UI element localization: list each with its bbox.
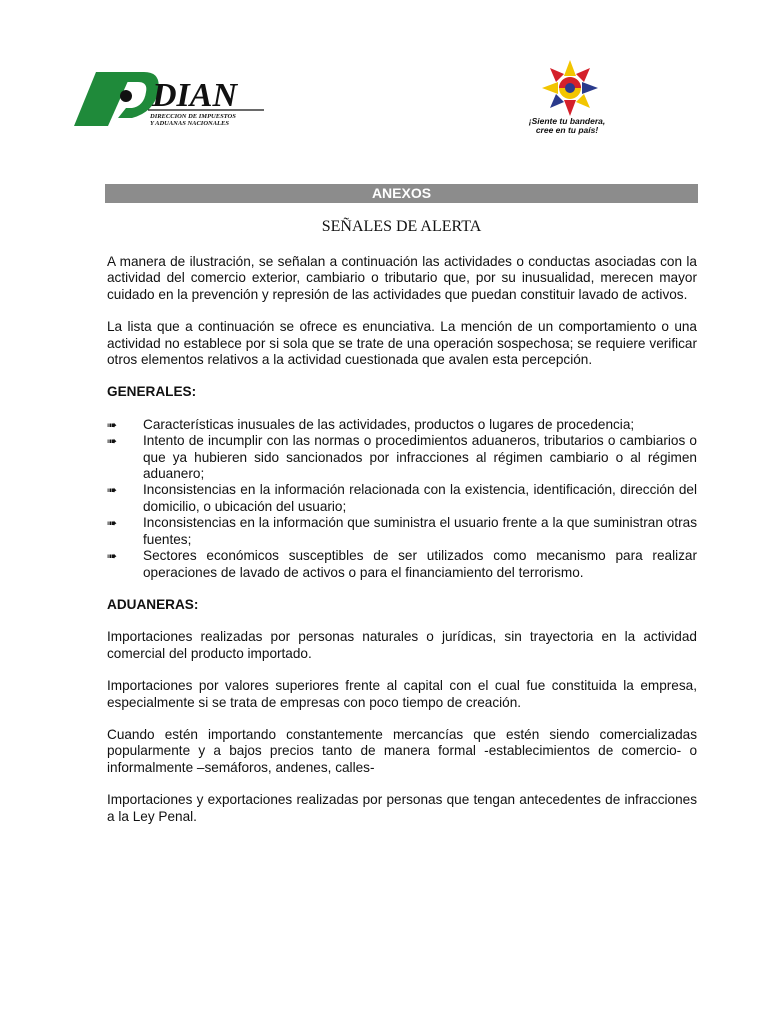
aduaneras-heading: ADUANERAS: — [107, 596, 199, 612]
dian-logo — [74, 68, 274, 130]
document-title: SEÑALES DE ALERTA — [321, 218, 482, 235]
flag-logo-slogan-line-2: cree en tu país! — [535, 125, 599, 135]
generales-heading: GENERALES: — [107, 384, 197, 400]
dian-logo-subline-2: Y ADUANAS NACIONALES — [150, 120, 229, 127]
aduaneras-paragraph-2: Importaciones por valores superiores frente al capital con el cual fue constituida la empresa, especialmente si se trata de empresas con poco tiempo de creación. — [107, 678, 697, 710]
list-item — [107, 515, 697, 548]
generales-item-4: Inconsistencias en la información que suministra el usuario frente a la que suministran otras fuentes; — [143, 515, 697, 547]
aduaneras-paragraph-3-part-1: Cuando estén importando constantemente mercancías que estén siendo comercializadas popularmente y a bajos precios tanto de manera formal — [107, 726, 697, 759]
arrow-bullet-icon: ➠ — [107, 417, 118, 432]
intro-paragraph-1: A manera de ilustración, se señalan a continuación las actividades o conductas asociadas con la actividad del comercio exterior, cambiario o tributario que, por su inusualidad, merecen mayor cuidado en la prevención y represión de las actividades que puedan constituir lavado de activos. — [107, 254, 697, 302]
arrow-bullet-icon: ➠ — [107, 549, 118, 564]
arrow-bullet-icon: ➠ — [107, 434, 118, 449]
generales-item-5: Sectores económicos susceptibles de ser utilizados como mecanismo para realizar operaciones de lavado de activos o para el financiamiento del terrorismo. — [143, 548, 697, 580]
list-item — [107, 417, 697, 433]
list-item — [107, 482, 697, 515]
generales-item-3: Inconsistencias en la información relacionada con la existencia, identificación, dirección del domicilio, o ubicación del usuario; — [143, 482, 697, 514]
aduaneras-paragraph-3 — [107, 727, 697, 776]
dian-logo-name: DIAN — [152, 77, 238, 114]
aduaneras-paragraph-4: Importaciones y exportaciones realizadas por personas que tengan antecedentes de infracciones a la Ley Penal. — [107, 792, 697, 824]
aduaneras-paragraph-1: Importaciones realizadas por personas naturales o jurídicas, sin trayectoria en la actividad comercial del producto importado. — [107, 629, 697, 661]
anexos-section-bar: ANEXOS — [105, 184, 698, 203]
generales-item-2: Intento de incumplir con las normas o procedimientos aduaneros, tributarios o cambiarios o que ya hubieren sido sancionados por infracciones al régimen cambiario o al régimen aduanero; — [143, 433, 697, 482]
list-item — [107, 433, 697, 482]
flag-logo-slogan-line-1: ¡Siente tu bandera, — [528, 116, 606, 126]
arrow-bullet-icon: ➠ — [107, 516, 118, 531]
generales-item-1: Características inusuales de las actividades, productos o lugares de procedencia; — [143, 416, 635, 432]
document-body — [107, 254, 697, 841]
aduaneras-paragraph-3-part-2: -establecimientos de comercio- o informalmente –semáforos, andenes, calles- — [107, 743, 698, 775]
flag-logo-slogan — [506, 117, 628, 135]
intro-paragraph-2: La lista que a continuación se ofrece es enunciativa. La mención de un comportamiento o una actividad no establece por si sola que se trate de una operación sospechosa; se requiere verificar otros elementos relativos a la actividad cuestionada que avalen esta percepción. — [107, 319, 697, 368]
dian-logo-subline-1: DIRECCION DE IMPUESTOS — [150, 113, 236, 120]
generales-list — [107, 417, 697, 581]
list-item — [107, 548, 697, 581]
arrow-bullet-icon: ➠ — [107, 483, 118, 498]
